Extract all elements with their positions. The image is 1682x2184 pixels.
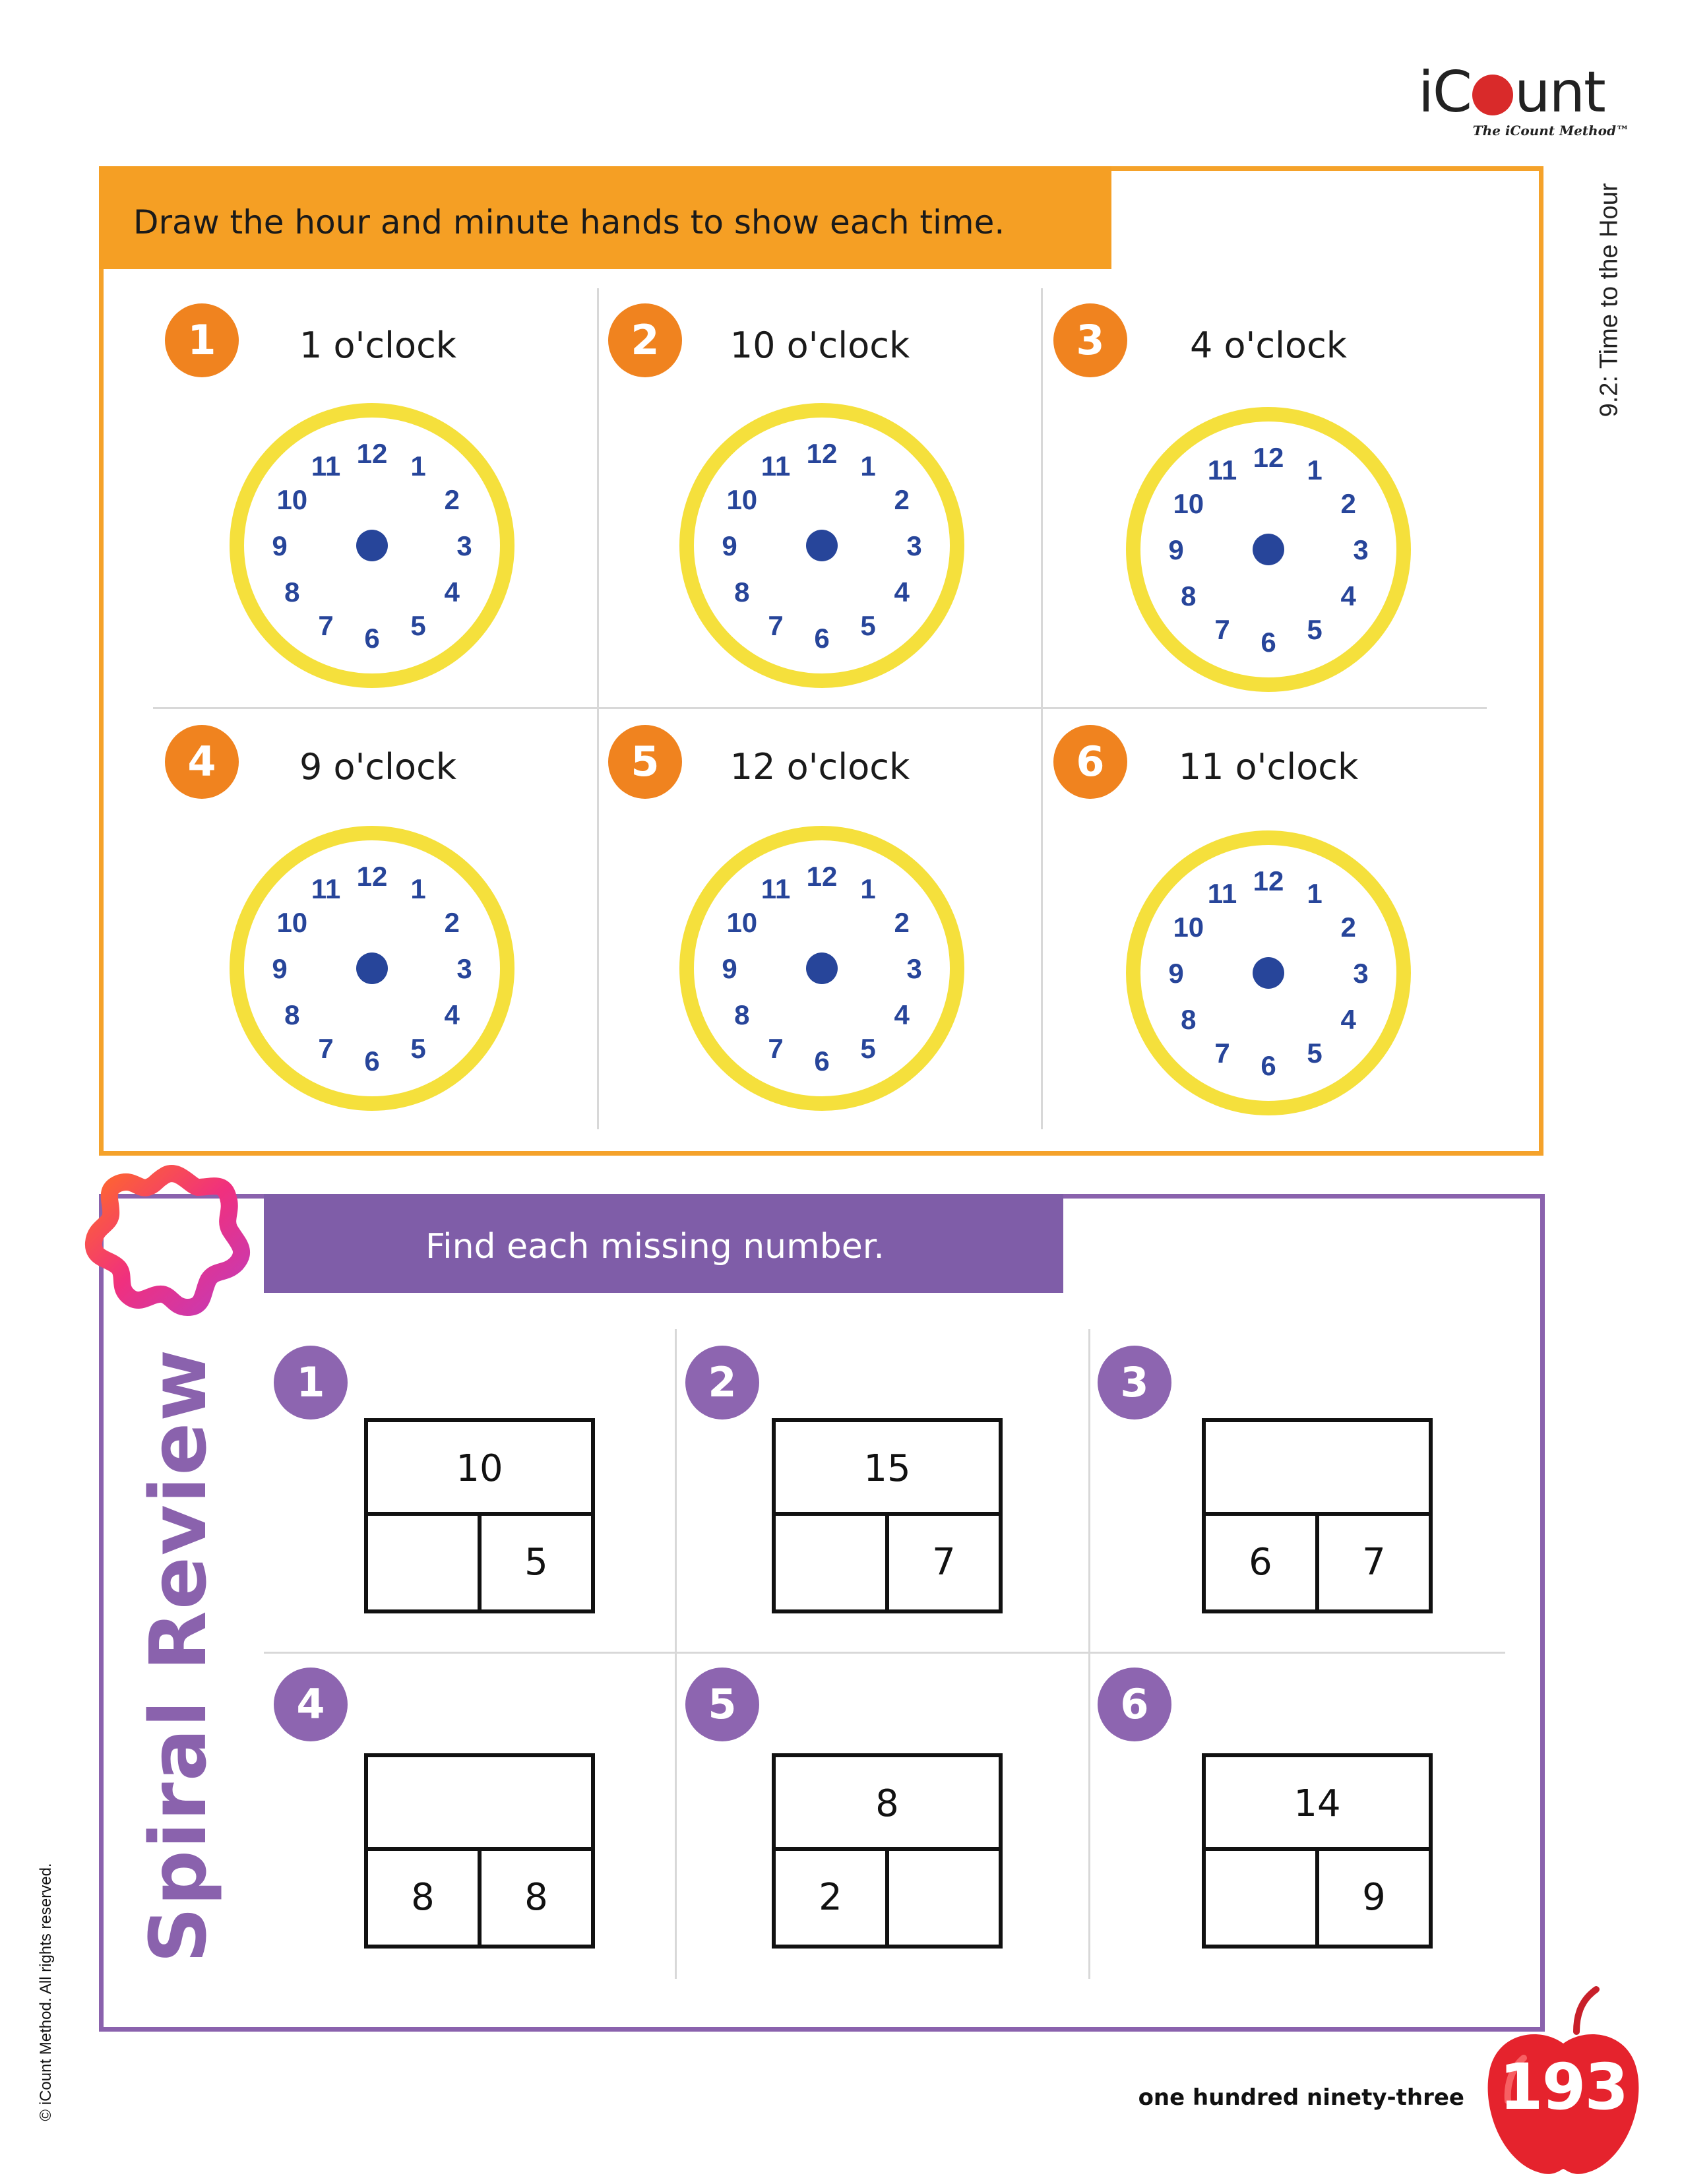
- review-instruction: Find each missing number.: [425, 1227, 885, 1266]
- clock-face[interactable]: [673, 397, 970, 694]
- clock-problem-title: 4 o'clock: [1189, 325, 1348, 366]
- clock-numeral: 2: [444, 484, 460, 515]
- logo-tagline: The iCount Method™: [1472, 123, 1629, 139]
- spiral-review-text: Spiral Review: [133, 1348, 224, 1964]
- clock-numeral: 8: [1181, 1004, 1197, 1035]
- clock-numeral: 6: [1261, 1050, 1276, 1081]
- clock-numeral: 9: [1168, 534, 1184, 565]
- clock-numeral: 11: [311, 873, 341, 904]
- clock-numeral: 10: [276, 484, 308, 515]
- part-box-right[interactable]: 9: [1362, 1876, 1386, 1919]
- clock-numeral: 9: [722, 953, 737, 984]
- clock-center-dot: [806, 952, 838, 984]
- clock-problem-title: 1 o'clock: [299, 325, 457, 366]
- clock-center-dot: [1253, 957, 1284, 989]
- clock-numeral: 5: [1307, 614, 1323, 646]
- clock-instruction: Draw the hour and minute hands to show each time.: [133, 203, 1005, 241]
- part-box-right[interactable]: 7: [1362, 1541, 1386, 1584]
- clock-face[interactable]: [1120, 401, 1417, 698]
- clock-numeral: 5: [410, 610, 426, 642]
- copyright-notice: [33, 1847, 59, 2137]
- problem-number-badge: 6: [1098, 1668, 1171, 1741]
- clock-numeral: 2: [894, 907, 910, 938]
- clock-numeral: 4: [1340, 580, 1356, 611]
- flower-decoration-icon: [73, 1161, 257, 1319]
- clock-numeral: 9: [272, 953, 288, 984]
- part-box-left[interactable]: 2: [776, 1851, 889, 1945]
- problem-number-badge: 1: [165, 303, 239, 377]
- clock-numeral: 7: [1214, 614, 1230, 646]
- problem-number-badge: 3: [1098, 1346, 1171, 1420]
- page-number: 193: [1499, 2050, 1628, 2124]
- clock-numeral: 6: [814, 623, 830, 654]
- clock-numeral: 1: [860, 873, 876, 904]
- problem-number-badge: 5: [685, 1668, 759, 1741]
- part-box-left[interactable]: 6: [1206, 1516, 1319, 1609]
- clock-center-dot: [1253, 534, 1284, 565]
- clock-numeral: 1: [410, 450, 426, 482]
- clock-numeral: 5: [410, 1033, 426, 1065]
- problem-number-badge: 6: [1053, 725, 1127, 799]
- clock-numeral: 12: [806, 861, 838, 892]
- clock-numeral: 8: [284, 577, 300, 608]
- clock-numeral: 9: [722, 530, 737, 561]
- whole-box[interactable]: 14: [1206, 1757, 1429, 1851]
- page-number-words: one hundred ninety-three: [1138, 2084, 1464, 2111]
- clock-numeral: 7: [318, 610, 334, 642]
- part-box-right[interactable]: 8: [524, 1876, 548, 1919]
- clock-instruction-banner: [99, 166, 1111, 269]
- clock-numeral: 3: [906, 953, 922, 984]
- clock-svg: [673, 397, 970, 694]
- clock-numeral: 3: [1353, 534, 1369, 565]
- number-bond: [364, 1418, 595, 1613]
- clock-numeral: 10: [726, 484, 758, 515]
- whole-box[interactable]: [1206, 1422, 1429, 1516]
- clock-numeral: 1: [410, 873, 426, 904]
- clock-numeral: 6: [364, 1045, 380, 1076]
- clock-numeral: 2: [1340, 912, 1356, 943]
- grid-divider: [675, 1329, 677, 1979]
- clock-numeral: 6: [364, 623, 380, 654]
- number-bond: [772, 1753, 1003, 1949]
- clock-center-dot: [806, 530, 838, 561]
- clock-numeral: 11: [1207, 454, 1237, 485]
- clock-numeral: 10: [726, 907, 758, 938]
- icount-logo: [1418, 59, 1629, 145]
- clock-numeral: 8: [734, 577, 750, 608]
- clock-svg: [1120, 825, 1417, 1121]
- lesson-label: [1596, 168, 1623, 432]
- grid-divider: [153, 707, 1487, 709]
- clock-numeral: 12: [356, 861, 388, 892]
- clock-numeral: 1: [1307, 454, 1323, 485]
- clock-numeral: 9: [272, 530, 288, 561]
- problem-number-badge: 3: [1053, 303, 1127, 377]
- clock-numeral: 5: [860, 1033, 876, 1065]
- clock-svg: [1120, 401, 1417, 698]
- clock-numeral: 2: [444, 907, 460, 938]
- clock-face[interactable]: [224, 397, 520, 694]
- clock-numeral: 12: [1253, 442, 1284, 473]
- clock-numeral: 12: [806, 438, 838, 469]
- clock-numeral: 3: [1353, 958, 1369, 989]
- clock-numeral: 9: [1168, 958, 1184, 989]
- clock-numeral: 11: [1207, 877, 1237, 909]
- clock-center-dot: [356, 952, 388, 984]
- problem-number-badge: 1: [274, 1346, 348, 1420]
- clock-face[interactable]: [673, 820, 970, 1117]
- whole-box[interactable]: 8: [776, 1757, 999, 1851]
- copyright-text: © iCount Method. All rights reserved.: [37, 1863, 55, 2121]
- clock-numeral: 10: [1173, 488, 1204, 519]
- clock-problem-title: 12 o'clock: [730, 746, 910, 788]
- problem-number-badge: 2: [685, 1346, 759, 1420]
- clock-numeral: 6: [1261, 627, 1276, 658]
- grid-divider: [264, 1652, 1505, 1654]
- part-box-left[interactable]: [368, 1516, 482, 1609]
- clock-numeral: 1: [860, 450, 876, 482]
- logo-wordmark: [1418, 59, 1605, 125]
- part-box-right[interactable]: [889, 1851, 999, 1945]
- clock-numeral: 2: [1340, 488, 1356, 519]
- clock-numeral: 4: [1340, 1004, 1356, 1035]
- clock-face[interactable]: [1120, 825, 1417, 1121]
- lesson-label-text: 9.2: Time to the Hour: [1595, 183, 1623, 418]
- number-bond: [772, 1418, 1003, 1613]
- whole-box[interactable]: [368, 1757, 591, 1851]
- problem-number-badge: 5: [608, 725, 682, 799]
- part-box-left[interactable]: [776, 1516, 889, 1609]
- logo-text-end: unt: [1514, 59, 1605, 125]
- clock-numeral: 3: [456, 530, 472, 561]
- clock-numeral: 3: [456, 953, 472, 984]
- spiral-review-label: [129, 1348, 228, 1964]
- review-instruction-banner: [264, 1194, 1063, 1293]
- clock-numeral: 12: [356, 438, 388, 469]
- clock-numeral: 2: [894, 484, 910, 515]
- clock-problem-title: 10 o'clock: [730, 325, 910, 366]
- clock-numeral: 11: [761, 873, 791, 904]
- part-box-right[interactable]: 5: [524, 1541, 548, 1584]
- clock-numeral: 4: [894, 999, 910, 1030]
- clock-numeral: 10: [276, 907, 308, 938]
- clock-face[interactable]: [224, 820, 520, 1117]
- clock-svg: [224, 397, 520, 694]
- clock-numeral: 4: [444, 577, 460, 608]
- problem-number-badge: 4: [274, 1668, 348, 1741]
- clock-numeral: 3: [906, 530, 922, 561]
- clock-numeral: 4: [444, 999, 460, 1030]
- part-box-right[interactable]: 7: [932, 1541, 956, 1584]
- clock-numeral: 1: [1307, 877, 1323, 909]
- whole-box[interactable]: 15: [776, 1422, 999, 1516]
- clock-numeral: 7: [318, 1033, 334, 1065]
- problem-number-badge: 2: [608, 303, 682, 377]
- problem-number-badge: 4: [165, 725, 239, 799]
- clock-numeral: 7: [768, 610, 784, 642]
- whole-box[interactable]: 10: [368, 1422, 591, 1516]
- clock-numeral: 12: [1253, 865, 1284, 896]
- clock-numeral: 5: [860, 610, 876, 642]
- logo-text-start: iC: [1418, 59, 1471, 125]
- clock-numeral: 11: [311, 450, 341, 482]
- clock-numeral: 4: [894, 577, 910, 608]
- clock-problem-title: 11 o'clock: [1178, 746, 1359, 788]
- clock-svg: [224, 820, 520, 1117]
- clock-numeral: 7: [768, 1033, 784, 1065]
- part-box-left[interactable]: 8: [368, 1851, 482, 1945]
- clock-numeral: 11: [761, 450, 791, 482]
- grid-divider: [1088, 1329, 1090, 1979]
- clock-numeral: 5: [1307, 1038, 1323, 1069]
- clock-center-dot: [356, 530, 388, 561]
- clock-numeral: 8: [1181, 580, 1197, 611]
- clock-problem-title: 9 o'clock: [299, 746, 457, 788]
- clock-numeral: 8: [284, 999, 300, 1030]
- number-bond: [364, 1753, 595, 1949]
- clock-numeral: 7: [1214, 1038, 1230, 1069]
- number-bond: [1202, 1418, 1433, 1613]
- clock-numeral: 8: [734, 999, 750, 1030]
- part-box-left[interactable]: [1206, 1851, 1319, 1945]
- apple-icon: [1472, 75, 1513, 115]
- number-bond: [1202, 1753, 1433, 1949]
- clock-svg: [673, 820, 970, 1117]
- clock-numeral: 10: [1173, 912, 1204, 943]
- clock-numeral: 6: [814, 1045, 830, 1076]
